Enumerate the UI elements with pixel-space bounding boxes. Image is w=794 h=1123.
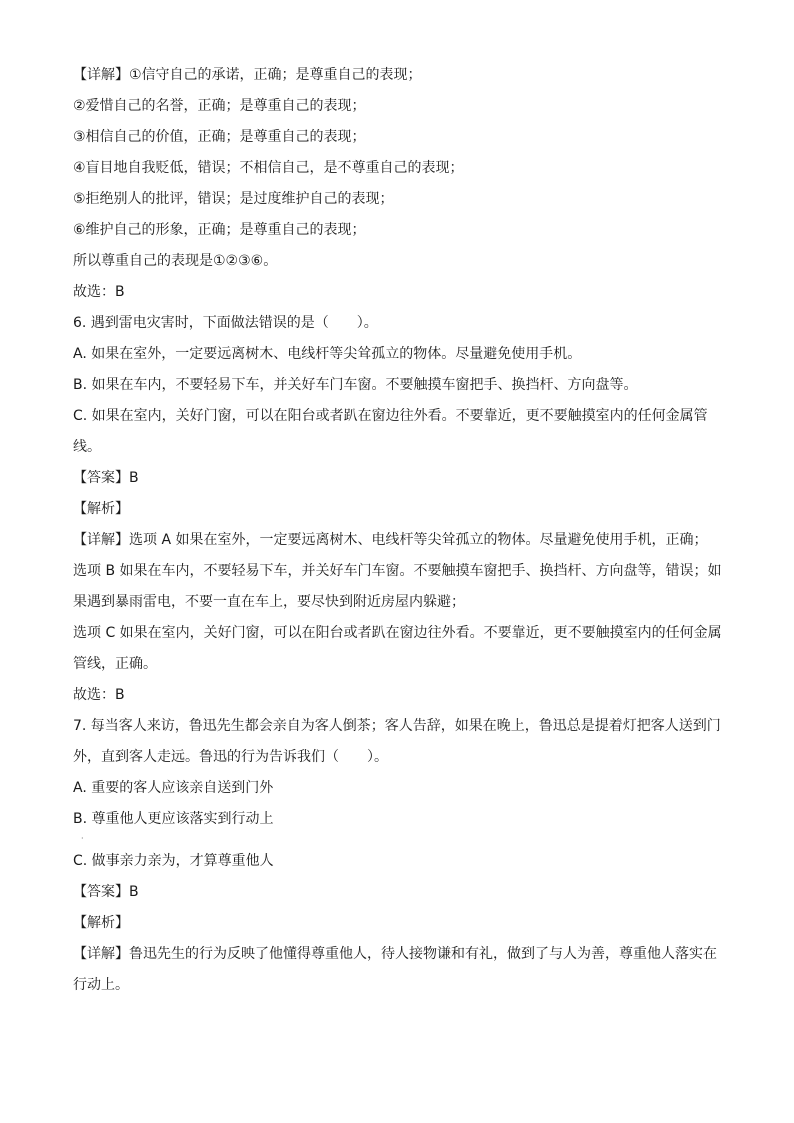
question-7-stem: 7. 每当客人来访，鲁迅先生都会亲自为客人倒茶；客人告辞，如果在晚上，鲁迅总是提着灯把客人送到门 [73, 718, 721, 734]
answer-label-q7: 【答案】B [73, 884, 139, 900]
detail-item-5: ⑤拒绝别人的批评，错误；是过度维护自己的表现； [73, 191, 394, 207]
question-6-stem: 6. 遇到雷电灾害时，下面做法错误的是（ ）。 [73, 315, 378, 331]
question-6-option-c-cont: 线。 [73, 439, 101, 455]
stray-mark: · [81, 834, 84, 843]
detail-item-2: ②爱惜自己的名誉，正确；是尊重自己的表现； [73, 98, 366, 114]
detail-q6-c-cont: 管线，正确。 [73, 656, 157, 672]
choice-answer-q5: 故选：B [73, 284, 125, 300]
detail-item-6: ⑥维护自己的形象，正确；是尊重自己的表现； [73, 222, 366, 238]
detail-item-3: ③相信自己的价值，正确；是尊重自己的表现； [73, 129, 366, 145]
detail-q6-a: 【详解】选项 A 如果在室外，一定要远离树木、电线杆等尖耸孤立的物体。尽量避免使用手机，正确； [73, 532, 708, 548]
question-6-option-a: A. 如果在室外，一定要远离树木、电线杆等尖耸孤立的物体。尽量避免使用手机。 [73, 346, 582, 362]
detail-heading-q5: 【详解】①信守自己的承诺，正确；是尊重自己的表现； [73, 67, 422, 83]
analysis-label-q6: 【解析】 [73, 501, 129, 517]
question-6-option-b: B. 如果在车内，不要轻易下车，并关好车门车窗。不要触摸车窗把手、换挡杆、方向盘等。 [73, 377, 638, 393]
analysis-label-q7: 【解析】 [73, 915, 129, 931]
question-7-option-b: B. 尊重他人更应该落实到行动上 [73, 811, 274, 827]
question-7-option-c: C. 做事亲力亲为，才算尊重他人 [73, 853, 274, 869]
detail-q6-b: 选项 B 如果在车内，不要轻易下车，并关好车门车窗。不要触摸车窗把手、换挡杆、方向盘等，错误；如 [73, 563, 722, 579]
detail-item-4: ④盲目地自我贬低，错误；不相信自己，是不尊重自己的表现； [73, 160, 464, 176]
detail-q6-b-cont: 果遇到暴雨雷电，不要一直在车上，要尽快到附近房屋内躲避； [73, 594, 465, 610]
choice-answer-q6: 故选：B [73, 687, 125, 703]
detail-q7-cont: 行动上。 [73, 977, 129, 993]
question-7-option-a: A. 重要的客人应该亲自送到门外 [73, 780, 274, 796]
detail-q7: 【详解】鲁迅先生的行为反映了他懂得尊重他人，待人接物谦和有礼，做到了与人为善，尊重他人落实在 [73, 946, 717, 962]
question-6-option-c: C. 如果在室内，关好门窗，可以在阳台或者趴在窗边往外看。不要靠近，更不要触摸室内的任何金属管 [73, 408, 708, 424]
answer-label-q6: 【答案】B [73, 470, 139, 486]
question-7-stem-cont: 外，直到客人走远。鲁迅的行为告诉我们（ ）。 [73, 749, 388, 765]
detail-conclusion: 所以尊重自己的表现是①②③⑥。 [73, 253, 278, 269]
detail-q6-c: 选项 C 如果在室内，关好门窗，可以在阳台或者趴在窗边往外看。不要靠近，更不要触摸室内的任何金属 [73, 625, 722, 641]
